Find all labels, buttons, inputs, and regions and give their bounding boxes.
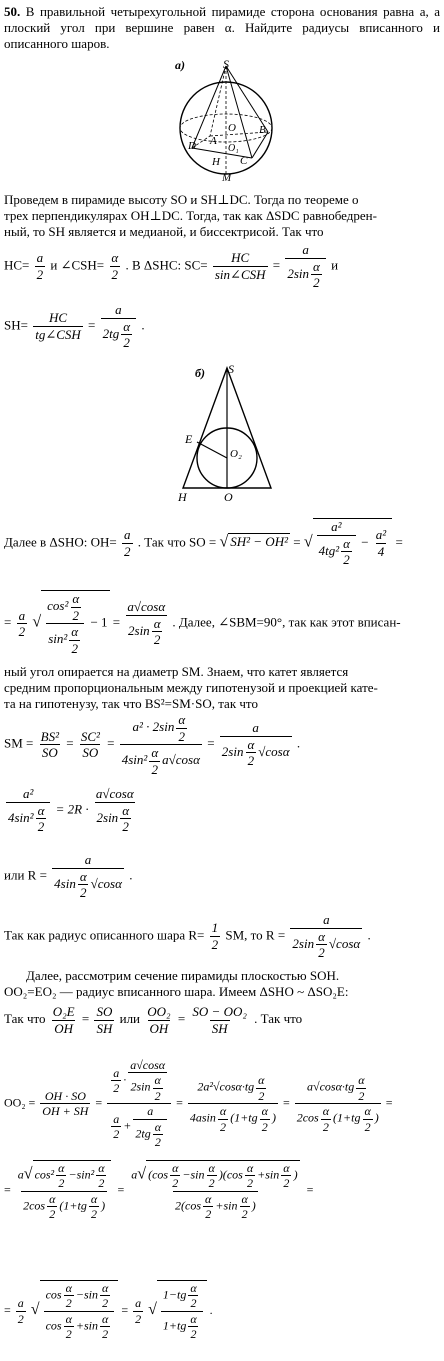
frac-alpha-over-2: $\frac{\alpha}{2}$ bbox=[111, 250, 119, 282]
text-line-1: Проведем в пирамиде высоту SO и SH⊥DC. Тогда по теореме о bbox=[4, 192, 359, 207]
point-C-a: C bbox=[240, 155, 248, 167]
frac-hc-tgcsh: $\frac{HC}{\text{tg∠CSH}}$ bbox=[35, 310, 81, 342]
formula-1a: HC= bbox=[4, 257, 30, 273]
formula-row-1: HC= $\frac{a}{2}$ и ∠CSH= $\frac{\alpha}{2}$ . В ΔSHC: SC= $\frac{HC}{\text{sin∠CSH}}$ = a 2sin $\frac{\alpha}{2}$ и bbox=[4, 242, 339, 291]
formula-row-13: = $\frac{a}{2}$ √ cos $\frac{\alpha}{2}$ −sin $\frac{\alpha}{2}$ cos $\frac{\alpha}{2}$ +sin $\frac{\alpha}{2}$ = $\frac{a}{2}$ √ 1−tg $\frac{\alpha}{2}$ 1+tg $\frac{\alpha}{2}$ . bbox=[4, 1281, 213, 1342]
point-E-b: E bbox=[185, 432, 193, 446]
formula-row-8: Так как радиус описанного шара R= $\frac{1}{2}$ SM, то R = a 2sin $\frac{\alpha}{2}$ √cosα . bbox=[4, 912, 371, 961]
text-line-8: Далее, рассмотрим сечение пирамиды плоскостью SOH. bbox=[26, 968, 340, 983]
text-line-10b: или bbox=[119, 1011, 141, 1027]
formula-row-6: a² 4sin² $\frac{\alpha}{2}$ = 2R · a√cosα 2sin $\frac{\alpha}{2}$ bbox=[8, 786, 134, 835]
formula-row-5: SM = $\frac{\text{BS²}}{SO}$ = $\frac{\text{SC²}}{SO}$ = a² · 2sin $\frac{\alpha}{2}$ 4sin² $\frac{\alpha}{2}$ a√cosα = a 2sin $\frac{\alpha}{2}$ √cosα . bbox=[4, 712, 301, 777]
text-line-7b: SM, то R = bbox=[225, 927, 286, 943]
point-O1-a: O₁ bbox=[228, 143, 239, 154]
point-H-a: H bbox=[212, 156, 220, 168]
text-line-9: OO₂=EO₂ — радиус вписанного шара. Имеем ΔSHO ~ ΔSO₂E: bbox=[4, 984, 349, 999]
text-line-2: трех перпендикулярах OH⊥DC. Тогда, так как ΔSDC равнобедрен- bbox=[4, 208, 377, 223]
text-line-5: средним пропорциональным между гипотенузой и проекцией кате- bbox=[4, 680, 378, 695]
formula-5a: SM = bbox=[4, 735, 34, 751]
formula-3a: Далее в ΔSHO: OH= bbox=[4, 534, 117, 550]
text-line-6: та на гипотенузу, так что BS²=SM·SO, так что bbox=[4, 696, 258, 711]
text-line-4: ный угол опирается на диаметр SM. Знаем, что катет является bbox=[4, 664, 349, 679]
text-line-10a: Так что bbox=[4, 1011, 46, 1027]
formula-row-7: или R = a 4sin $\frac{\alpha}{2}$ √cosα . bbox=[4, 852, 133, 901]
formula-3b: . Так что SO = bbox=[137, 534, 217, 550]
formula-4b: . Далее, ∠SBM=90°, так как этот вписан- bbox=[172, 614, 401, 630]
formula-row-4: = $\frac{a}{2}$ √ cos² $\frac{\alpha}{2}$ sin² $\frac{\alpha}{2}$ − 1 = a√cosα 2sin $\frac{\alpha}{2}$ . Далее, ∠SBM=90°, так как этот вписан- bbox=[4, 591, 401, 656]
formula-7a: или R = bbox=[4, 867, 47, 883]
formula-row-12: = a√ cos² $\frac{\alpha}{2}$ −sin² $\frac{\alpha}{2}$ 2cos $\frac{\alpha}{2}$ (1+tg $\frac{\alpha}{2}$ ) = a√ (cos $\frac{\alpha}{2}$ −sin $\frac{\alpha}{2}$ )(cos $\frac{\alpha}{2}$ +sin $\frac{\alpha}{2}$ ) 2(cos $\frac{\alpha}{2}$ +sin $\frac{\alpha}{2}$ ) = bbox=[4, 1161, 314, 1222]
figure-a-label: а) bbox=[175, 58, 185, 72]
formula-row-11: OO₂ = $\frac{OH \cdot SO}{OH + SH}$ = $\frac{a}{2}$ · a√cosα 2sin $\frac{\alpha}{2}$ $\frac{a}{2}$ + a 2tg $\frac{\alpha}{2}$ = 2a²√cosα·tg $\frac{\alpha}{2}$ 4asin $\frac{\alpha}{2}$ (1+tg $\frac{\alpha}{2}$ ) = a√cosα·tg $\frac{\alpha}{2}$ 2cos $\frac{\alpha}{2}$ (1+tg $\frac{\alpha}{2}$ ) = bbox=[4, 1058, 393, 1149]
frac-a-2sin: a 2sin $\frac{\alpha}{2}$ bbox=[285, 242, 326, 291]
formula-row-2: SH= $\frac{HC}{\text{tg∠CSH}}$ = a 2tg $\frac{\alpha}{2}$ . bbox=[4, 302, 145, 351]
formula-1d: и bbox=[331, 257, 339, 273]
point-M-a: M bbox=[222, 172, 232, 184]
formula-1c: . В ΔSHC: SC= bbox=[125, 257, 208, 273]
figure-a-diagram bbox=[170, 56, 282, 186]
point-O2-b: O₂ bbox=[230, 448, 242, 460]
frac-hc-sincsh: $\frac{HC}{\text{sin∠CSH}}$ bbox=[214, 250, 266, 282]
point-H-b: H bbox=[178, 490, 187, 504]
point-B-a: B bbox=[259, 124, 266, 136]
point-A-a: A bbox=[210, 135, 217, 147]
problem-number: 50. bbox=[4, 4, 21, 19]
problem-text: В правильной четырехугольной пирамиде сторона основания равна а, а плоский угол при вершине равен α. Найдите радиусы вписанного и описанного шаров. bbox=[4, 4, 441, 51]
point-O-b: O bbox=[224, 490, 233, 504]
text-line-3: ный, то SH является и медианой, и биссектрисой. Так что bbox=[4, 224, 324, 239]
point-S-a: S bbox=[223, 57, 229, 71]
frac-a-2tg: a 2tg $\frac{\alpha}{2}$ bbox=[101, 302, 136, 351]
formula-1b: и ∠CSH= bbox=[50, 257, 105, 273]
point-S-b: S bbox=[228, 362, 234, 376]
text-line-10c: . Так что bbox=[254, 1011, 303, 1027]
formula-2: SH= bbox=[4, 317, 28, 333]
problem-statement bbox=[4, 4, 440, 52]
figure-b-label: б) bbox=[195, 366, 205, 380]
point-O-a: O bbox=[228, 122, 236, 134]
formula-row-3: Далее в ΔSHO: OH= $\frac{a}{2}$ . Так что SO = √ SH² − OH² = √ a² 4tg² $\frac{\alpha}{2}$ − $\frac{\text{a²}}{4}$ = bbox=[4, 519, 403, 568]
formula-row-10: Так что $\frac{\text{O₂E}}{OH}$ = $\frac{SO}{SH}$ или $\frac{\text{OO₂}}{OH}$ = $\frac{\text{SO − OO₂}}{SH}$ . Так что bbox=[4, 1004, 303, 1036]
point-D-a: D bbox=[188, 140, 196, 152]
frac-a-over-2: $\frac{a}{2}$ bbox=[36, 250, 44, 282]
text-line-7a: Так как радиус описанного шара R= bbox=[4, 927, 205, 943]
